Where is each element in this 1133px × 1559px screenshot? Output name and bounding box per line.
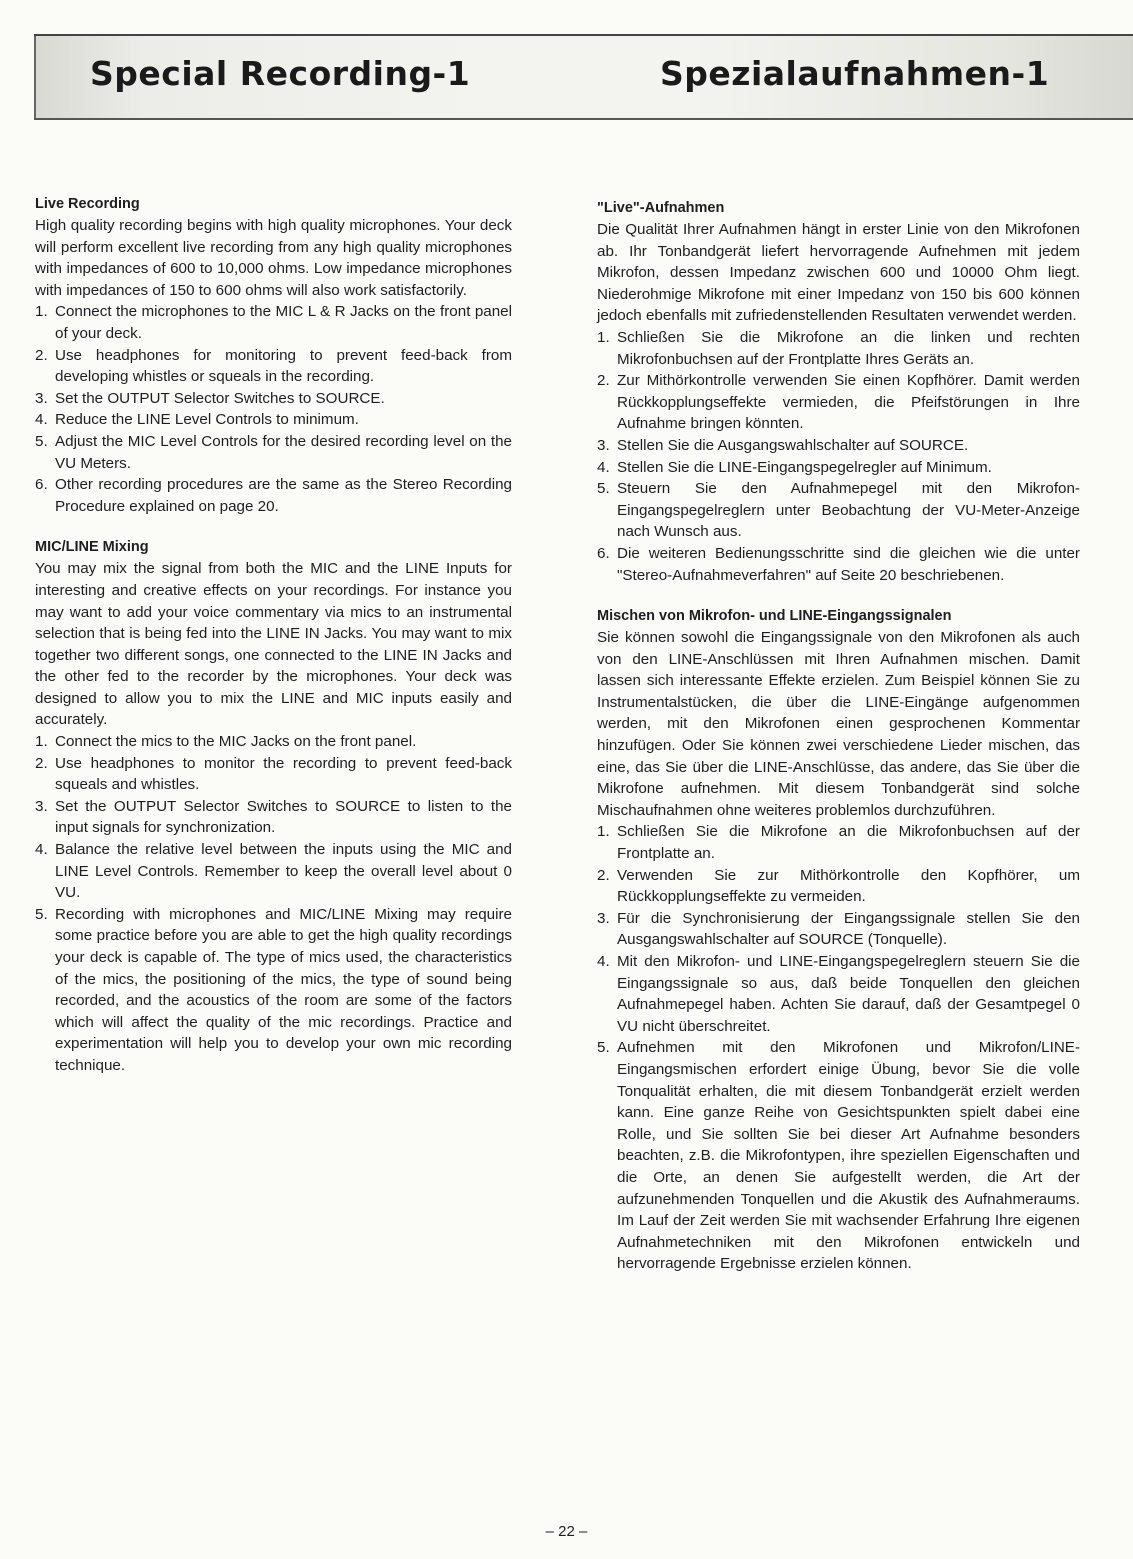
step-text: Schließen Sie die Mikrofone an die Mikrofonbuchsen auf der Frontplatte an.	[617, 823, 1080, 863]
step-text: Adjust the MIC Level Controls for the desired recording level on the VU Meters.	[55, 432, 512, 472]
list-item	[35, 388, 512, 410]
page-title-english: Special Recording-1	[90, 54, 471, 93]
step-text: Other recording procedures are the same as the Stereo Recording Procedure explained on page 20.	[55, 476, 512, 515]
step-text: Steuern Sie den Aufnahmepegel mit den Mikrofon-Eingangspegelreglern unter Beobachtung der VU-Meter-Anzeige nach Wunsch aus.	[617, 480, 1080, 541]
list-item	[35, 409, 512, 431]
section-intro: You may mix the signal from both the MIC and the LINE Inputs for interesting and creative effects on your recordings. For instance you may want to add your voice commentary via mics to an instrumental selection that is being fed into the LINE IN Jacks. You may want to mix together two different songs, one connected to the LINE IN Jacks and the other fed to the recorder by the microphones. Your deck was designed to allow you to mix the LINE and MIC inputs easily and accurately.	[35, 560, 512, 729]
step-text: Reduce the LINE Level Controls to minimum.	[55, 411, 359, 429]
step-number: 4.	[597, 953, 610, 970]
list-item	[35, 753, 512, 796]
mic-line-mixing-section	[35, 537, 512, 1076]
step-number: 1.	[597, 823, 610, 841]
step-text: Stellen Sie die Ausgangswahlschalter auf SOURCE.	[617, 436, 969, 454]
list-item	[597, 327, 1080, 370]
page-title-german: Spezialaufnahmen-1	[660, 54, 1050, 93]
german-column	[597, 198, 1080, 1275]
steps-list	[35, 301, 512, 517]
step-number: 5.	[35, 905, 48, 923]
list-item	[597, 1037, 1080, 1275]
step-text: Set the OUTPUT Selector Switches to SOURCE to listen to the input signals for synchronization.	[55, 797, 512, 837]
step-text: Zur Mithörkontrolle verwenden Sie einen Kopfhörer. Damit werden Rückkopplungseffekte vermieden, die Pfeifstörungen in Ihre Aufnahme bringen könnten.	[617, 372, 1080, 433]
list-item	[35, 301, 512, 344]
list-item	[35, 839, 512, 904]
section-intro: Die Qualität Ihrer Aufnahmen hängt in erster Linie von den Mikrofonen ab. Ihr Tonbandgerät liefert hervorragende Aufnehmen mit jedem Mikrofon, dessen Impedanz zwischen 600 und 10000 Ohm liegt. Niederohmige Mikrofone mit einer Impedanz von 150 bis 600 können jedoch ebenfalls mit zufriedenstellenden Resultaten verwendet werden.	[597, 221, 1080, 325]
list-item	[597, 908, 1080, 951]
step-number: 3.	[597, 436, 610, 454]
step-text: Use headphones to monitor the recording to prevent feed-back squeals and whistles.	[55, 754, 512, 794]
list-item	[597, 821, 1080, 864]
step-text: Stellen Sie die LINE-Eingangspegelregler auf Minimum.	[617, 458, 992, 476]
step-text: Connect the mics to the MIC Jacks on the front panel.	[55, 733, 417, 751]
step-text: Für die Synchronisierung der Eingangssignale stellen Sie den Ausgangswahlschalter auf SOURCE (Tonquelle).	[617, 909, 1080, 949]
steps-list	[597, 821, 1080, 1274]
step-number: 5.	[35, 432, 48, 450]
list-item	[35, 474, 512, 517]
step-number: 4.	[35, 841, 48, 859]
list-item	[35, 904, 512, 1077]
step-number: 2.	[597, 372, 610, 390]
list-item	[597, 865, 1080, 908]
step-text: Set the OUTPUT Selector Switches to SOURCE.	[55, 389, 385, 407]
step-number: 4.	[35, 411, 48, 429]
list-item	[597, 951, 1080, 1037]
section-heading: Live Recording	[35, 196, 140, 212]
step-number: 3.	[597, 909, 610, 927]
step-number: 1.	[35, 303, 48, 321]
list-item	[35, 345, 512, 388]
step-number: 1.	[597, 328, 610, 346]
section-spacer	[35, 517, 512, 537]
step-number: 6.	[35, 476, 48, 494]
section-intro: High quality recording begins with high quality microphones. Your deck will perform excellent live recording from any high quality microphones with impedances of 600 to 10,000 ohms. Low impedance microphones with impedances of 150 to 600 ohms will also work satisfactorily.	[35, 217, 512, 299]
list-item	[597, 435, 1080, 457]
list-item	[35, 796, 512, 839]
step-number: 5.	[597, 480, 610, 498]
live-aufnahmen-section	[597, 198, 1080, 586]
list-item	[35, 431, 512, 474]
step-text: Mit den Mikrofon- und LINE-Eingangspegelreglern steuern Sie die Eingangssignale so aus, daß beide Tonquellen den gleichen Aufnahmepegel haben. Achten Sie darauf, daß der Gesamtpegel 0 VU nicht überschreitet.	[617, 953, 1080, 1035]
list-item	[597, 543, 1080, 586]
step-number: 2.	[35, 754, 48, 772]
step-text: Schließen Sie die Mikrofone an die linken und rechten Mikrofonbuchsen auf der Frontplatte Ihres Geräts an.	[617, 328, 1080, 368]
section-heading: MIC/LINE Mixing	[35, 539, 149, 556]
step-number: 3.	[35, 389, 48, 407]
page-number: – 22 –	[545, 1523, 588, 1540]
list-item	[597, 370, 1080, 435]
steps-list	[35, 731, 512, 1077]
step-text: Connect the microphones to the MIC L & R Jacks on the front panel of your deck.	[55, 303, 512, 342]
step-number: 3.	[35, 797, 48, 815]
steps-list	[597, 327, 1080, 586]
step-number: 2.	[597, 866, 610, 884]
section-heading: "Live"-Aufnahmen	[597, 200, 725, 216]
section-intro: Sie können sowohl die Eingangssignale von den Mikrofonen als auch von den LINE-Anschlüssen mit Ihren Aufnahmen mischen. Damit lassen sich interessante Effekte erzielen. Zum Beispiel können Sie zu Instrumentalstücken, die über die LINE-Eingänge aufgenommen werden, mit den Mikrofonen einen gesprochenen Kommentar hinzufügen. Oder Sie können zwei verschiedene Lieder mischen, das eine, das Sie über die LINE-Anschlüsse, das andere, das Sie über die Mikrofone aufnehmen. Mit diesem Tonbandgerät sind solche Mischaufnahmen ohne weiteres problemlos durchzuführen.	[597, 629, 1080, 819]
step-number: 1.	[35, 733, 48, 751]
step-text: Die weiteren Bedienungsschritte sind die gleichen wie die unter "Stereo-Aufnahmeverfahren" auf Seite 20 beschriebenen.	[617, 544, 1080, 584]
step-number: 5.	[597, 1039, 610, 1057]
step-number: 2.	[35, 346, 48, 364]
section-spacer	[597, 586, 1080, 606]
step-text: Balance the relative level between the inputs using the MIC and LINE Level Controls. Remember to keep the overall level about 0 VU.	[55, 841, 512, 902]
mischen-section	[597, 606, 1080, 1275]
list-item	[597, 478, 1080, 543]
step-text: Use headphones for monitoring to prevent feed-back from developing whistles or squeals in the recording.	[55, 346, 512, 386]
step-text: Verwenden Sie zur Mithörkontrolle den Kopfhörer, um Rückkopplungseffekte zu vermeiden.	[617, 866, 1080, 906]
section-heading: Mischen von Mikrofon- und LINE-Eingangssignalen	[597, 608, 952, 625]
list-item	[35, 731, 512, 753]
english-column	[35, 194, 512, 1077]
step-text: Aufnehmen mit den Mikrofonen und Mikrofon/LINE-Eingangsmischen erfordert einige Übung, bevor Sie die volle Tonqualität erhalten, die mit diesem Tonbandgerät erzielt werden kann. Eine ganze Reihe von Gesichtspunkten spielt dabei eine Rolle, und Sie sollten Sie bei dieser Art Aufnahme besonders beachten, z.B. die Mikrofontypen, ihre speziellen Eigenschaften und die Orte, an denen Sie aufgestellt werden, die Art der aufzunehmenden Tonquellen und die Akustik des Aufnahmeraums. Im Lauf der Zeit werden Sie mit wachsender Erfahrung Ihre eigenen Aufnahmetechniken mit den Mikrofonen entwickeln und hervorragende Ergebnisse erzielen können.	[617, 1039, 1080, 1273]
list-item	[597, 457, 1080, 479]
step-number: 6.	[597, 544, 610, 562]
step-text: Recording with microphones and MIC/LINE Mixing may require some practice before you are able to get the high quality recordings your deck is capable of. The type of mics used, the characteristics of the mics, the positioning of the mics, the type of sound being recorded, and the acoustics of the room are some of the factors which will affect the quality of the mic recordings. Practice and experimentation will help you to develop your own mic recording technique.	[55, 905, 512, 1074]
live-recording-section	[35, 194, 512, 517]
step-number: 4.	[597, 458, 610, 476]
